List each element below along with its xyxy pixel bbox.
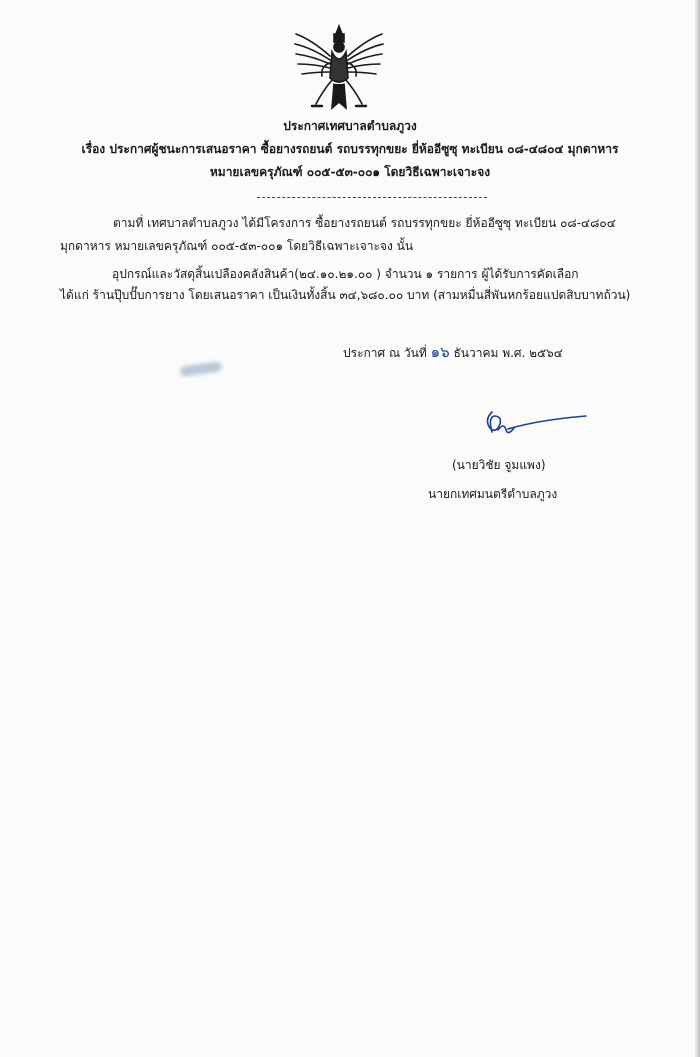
announcement-date bbox=[343, 344, 563, 361]
body-line-3: อุปกรณ์และวัสดุสิ้นเปลืองคลังสินค้า(๒๔.๑๐.๒๑.๐๐ ) จำนวน ๑ รายการ ผู้ได้รับการคัดเลือก bbox=[112, 267, 579, 281]
signer-name: (นายวิชัย จูมแพง) bbox=[452, 458, 546, 472]
handwritten-signature bbox=[478, 402, 590, 442]
subject-line-2: หมายเลขครุภัณฑ์ ๐๐๕-๕๓-๐๐๑ โดยวิธีเฉพาะเจาะจง bbox=[209, 165, 491, 179]
issuer-heading: ประกาศเทศบาลตำบลภูวง bbox=[283, 119, 417, 133]
scan-edge-shadow bbox=[695, 0, 700, 1057]
body-line-2: มุกดาหาร หมายเลขครุภัณฑ์ ๐๐๕-๕๓-๐๐๑ โดยวิธีเฉพาะเจาะจง นั้น bbox=[60, 239, 414, 253]
body-line-1: ตามที่ เทศบาลตำบลภูวง ได้มีโครงการ ซื้อยางรถยนต์ รถบรรทุกขยะ ยี่ห้ออีซูซุ ทะเบียน ๐๘-๔๘๐๔ bbox=[113, 216, 616, 230]
subject-line-1: เรื่อง ประกาศผู้ชนะการเสนอราคา ซื้อยางรถยนต์ รถบรรทุกขยะ ยี่ห้ออีซูซุ ทะเบียน ๐๘-๔๘๐๔ มุกดาหาร bbox=[81, 142, 619, 156]
date-suffix: ธันวาคม พ.ศ. ๒๕๖๔ bbox=[453, 346, 563, 360]
garuda-emblem-icon bbox=[292, 22, 386, 114]
header-divider bbox=[257, 197, 487, 198]
signer-title: นายกเทศมนตรีตำบลภูวง bbox=[428, 487, 558, 501]
date-prefix: ประกาศ ณ วันที่ bbox=[343, 346, 427, 360]
date-day-handwritten: ๑๖ bbox=[430, 343, 450, 361]
body-line-4: ได้แก่ ร้านปุ๊บปั๊บการยาง โดยเสนอราคา เป็นเงินทั้งสิ้น ๓๔,๖๘๐.๐๐ บาท (สามหมื่นสี่พันหกร้อยแปดสิบบาทถ้วน) bbox=[60, 288, 631, 302]
ink-smudge bbox=[180, 361, 223, 377]
